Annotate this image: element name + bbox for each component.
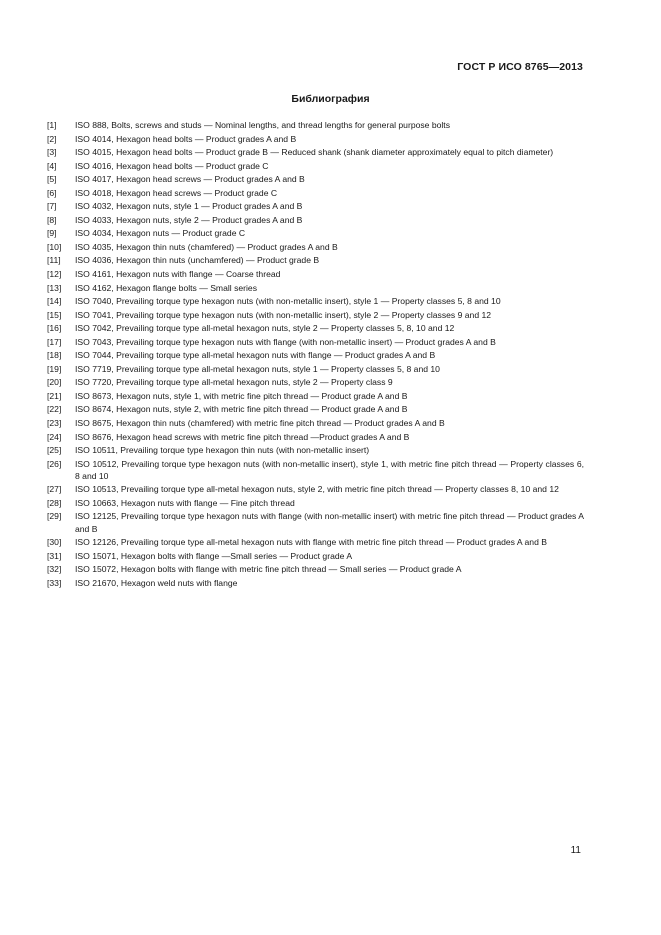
reference-number: [33] (47, 577, 62, 588)
reference-text: ISO 7720, Prevailing torque type all-metal hexagon nuts, style 2 — Property class 9 (75, 377, 393, 388)
reference-number: [24] (47, 431, 62, 442)
reference-number: [30] (47, 537, 62, 548)
reference-text: ISO 7044, Prevailing torque type all-metal hexagon nuts with flange — Product grades A and B (75, 350, 436, 361)
reference-number: [25] (47, 445, 62, 456)
reference-number: [7] (47, 201, 57, 212)
reference-item (47, 295, 584, 307)
standard-code-header: ГОСТ Р ИСО 8765—2013 (457, 61, 583, 73)
reference-number: [22] (47, 404, 62, 415)
reference-item (47, 417, 584, 429)
reference-item (47, 282, 584, 294)
reference-number: [9] (47, 228, 57, 239)
reference-number: [6] (47, 187, 57, 198)
reference-item (47, 431, 584, 443)
reference-item (47, 376, 584, 388)
reference-number: [12] (47, 269, 62, 280)
reference-item (47, 444, 584, 456)
reference-number: [28] (47, 497, 62, 508)
reference-number: [26] (47, 458, 62, 469)
reference-number: [27] (47, 484, 62, 495)
reference-number: [10] (47, 241, 62, 252)
reference-text: ISO 7040, Prevailing torque type hexagon nuts (with non-metallic insert), style 1 — Property classes 5, 8 and 10 (75, 296, 501, 307)
reference-number: [2] (47, 133, 57, 144)
reference-item (47, 214, 584, 226)
reference-text: ISO 7719, Prevailing torque type all-metal hexagon nuts, style 1 — Property classes 5, 8 and 10 (75, 363, 440, 374)
reference-text: ISO 12126, Prevailing torque type all-metal hexagon nuts with flange with metric fine pitch thread — Product grades A and B (75, 537, 547, 548)
reference-item (47, 268, 584, 280)
reference-item (47, 241, 584, 253)
reference-number: [15] (47, 309, 62, 320)
reference-text: ISO 4036, Hexagon thin nuts (unchamfered) — Product grade B (75, 255, 320, 266)
reference-item (47, 146, 584, 158)
reference-number: [5] (47, 174, 57, 185)
reference-item (47, 403, 584, 415)
reference-number: [11] (47, 255, 61, 266)
reference-number: [17] (47, 336, 62, 347)
reference-item (47, 497, 584, 509)
reference-number: [18] (47, 350, 62, 361)
reference-number: [8] (47, 214, 57, 225)
reference-text: ISO 4161, Hexagon nuts with flange — Coarse thread (75, 269, 281, 280)
reference-text: ISO 15072, Hexagon bolts with flange with metric fine pitch thread — Small series — Product grade A (75, 564, 462, 575)
reference-item (47, 536, 584, 548)
reference-text: ISO 4017, Hexagon head screws — Product grades A and B (75, 174, 305, 185)
reference-item (47, 390, 584, 402)
reference-number: [4] (47, 160, 57, 171)
reference-item (47, 200, 584, 212)
reference-text: ISO 7043, Prevailing torque type hexagon nuts with flange (with non-metallic insert) — Product grades A and B (75, 336, 496, 347)
reference-item (47, 550, 584, 562)
reference-number: [13] (47, 282, 62, 293)
reference-number: [32] (47, 564, 62, 575)
reference-number: [21] (47, 390, 62, 401)
reference-number: [16] (47, 323, 62, 334)
reference-number: [14] (47, 296, 62, 307)
reference-item (47, 119, 584, 131)
reference-item (47, 227, 584, 239)
bibliography-title: Библиография (291, 93, 370, 105)
reference-text: ISO 7042, Prevailing torque type all-metal hexagon nuts, style 2 — Property classes 5, 8, 10 and 12 (75, 323, 455, 334)
reference-number: [3] (47, 147, 57, 158)
reference-text: ISO 4034, Hexagon nuts — Product grade C (75, 228, 246, 239)
reference-item (47, 173, 584, 185)
reference-item (47, 458, 584, 482)
reference-list (47, 119, 584, 590)
page-number: 11 (570, 845, 581, 856)
reference-text: ISO 4035, Hexagon thin nuts (chamfered) — Product grades A and B (75, 241, 338, 252)
reference-text: ISO 8676, Hexagon head screws with metric fine pitch thread —Product grades A and B (75, 431, 410, 442)
reference-text: ISO 4015, Hexagon head bolts — Product grade B — Reduced shank (shank diameter approximately equal to pitch diameter) (75, 147, 554, 158)
reference-number: [31] (47, 550, 62, 561)
reference-text: ISO 21670, Hexagon weld nuts with flange (75, 577, 238, 588)
reference-text: ISO 7041, Prevailing torque type hexagon nuts (with non-metallic insert), style 2 — Property classes 9 and 12 (75, 309, 492, 320)
reference-text: ISO 4162, Hexagon flange bolts — Small series (75, 282, 257, 293)
reference-item (47, 133, 584, 145)
reference-item (47, 336, 584, 348)
reference-item (47, 187, 584, 199)
reference-item (47, 254, 584, 266)
reference-text: ISO 10511, Prevailing torque type hexagon thin nuts (with non-metallic insert) (75, 445, 370, 456)
reference-number: [19] (47, 363, 62, 374)
reference-text: ISO 4014, Hexagon head bolts — Product grades A and B (75, 133, 297, 144)
reference-item (47, 483, 584, 495)
reference-number: [29] (47, 511, 62, 522)
reference-text: ISO 8673, Hexagon nuts, style 1, with metric fine pitch thread — Product grade A and B (75, 390, 408, 401)
reference-text: ISO 8674, Hexagon nuts, style 2, with metric fine pitch thread — Product grade A and B (75, 404, 408, 415)
reference-text: ISO 888, Bolts, screws and studs — Nominal lengths, and thread lengths for general purpose bolts (75, 120, 450, 130)
reference-text: ISO 10513, Prevailing torque type all-metal hexagon nuts, style 2, with metric fine pitch thread — Property classes 8, 10 and 12 (75, 484, 559, 495)
reference-item (47, 322, 584, 334)
reference-text: ISO 10663, Hexagon nuts with flange — Fine pitch thread (75, 497, 295, 508)
reference-item (47, 349, 584, 361)
reference-text: ISO 4033, Hexagon nuts, style 2 — Product grades A and B (75, 214, 303, 225)
reference-number: [20] (47, 377, 62, 388)
reference-item (47, 160, 584, 172)
reference-item (47, 577, 584, 589)
reference-item (47, 309, 584, 321)
reference-text: ISO 10512, Prevailing torque type hexagon nuts (with non-metallic insert), style 1, with metric fine pitch thread — Property classes 6, 8 and 10 (75, 458, 584, 481)
reference-item (47, 563, 584, 575)
reference-number: [1] (47, 120, 57, 130)
reference-number: [23] (47, 418, 62, 429)
reference-text: ISO 15071, Hexagon bolts with flange —Small series — Product grade A (75, 550, 353, 561)
reference-text: ISO 4018, Hexagon head screws — Product grade C (75, 187, 278, 198)
reference-item (47, 363, 584, 375)
reference-text: ISO 8675, Hexagon thin nuts (chamfered) with metric fine pitch thread — Product grades A and B (75, 418, 445, 429)
reference-text: ISO 4016, Hexagon head bolts — Product grade C (75, 160, 269, 171)
reference-text: ISO 12125, Prevailing torque type hexagon nuts with flange (with non-metallic insert) with metric fine pitch thread — Product grades A and B (75, 511, 584, 534)
reference-item (47, 510, 584, 534)
reference-text: ISO 4032, Hexagon nuts, style 1 — Product grades A and B (75, 201, 303, 212)
